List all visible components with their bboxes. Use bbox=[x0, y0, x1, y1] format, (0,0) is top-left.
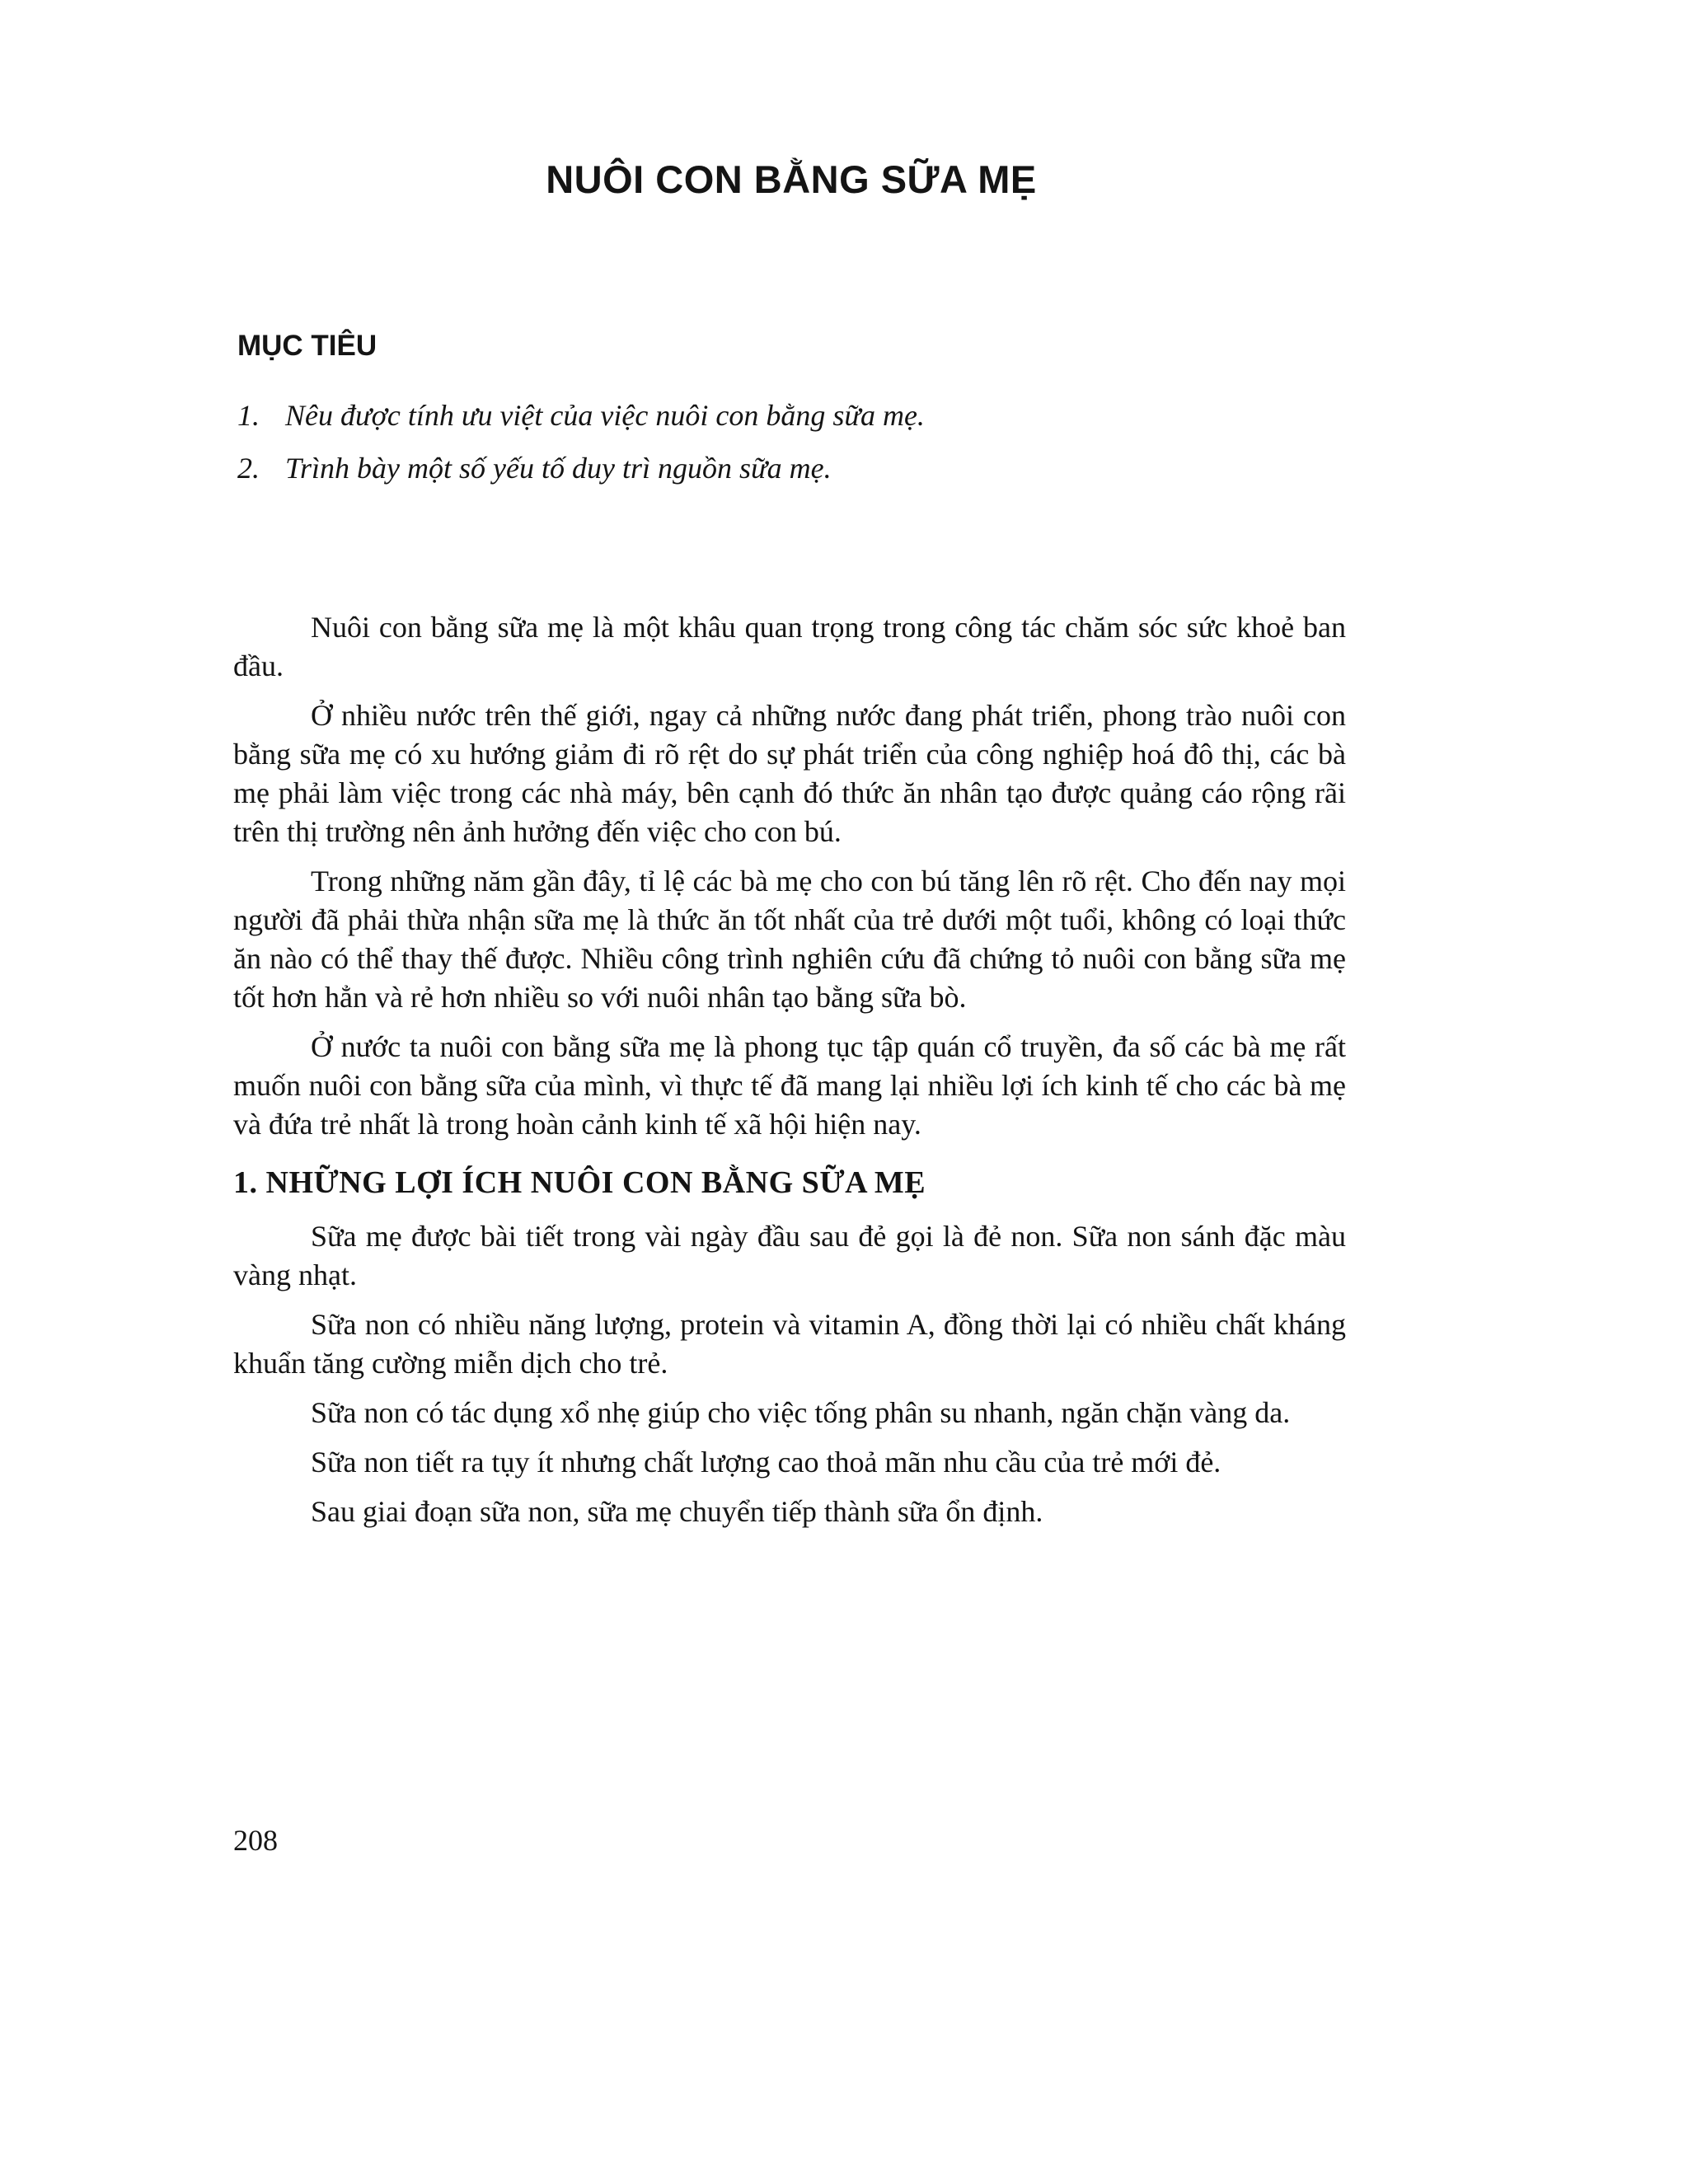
section-paragraph: Sữa mẹ được bài tiết trong vài ngày đầu sau đẻ gọi là đẻ non. Sữa non sánh đặc màu vàng nhạt. bbox=[233, 1220, 1346, 1291]
section-number: 1. bbox=[233, 1165, 258, 1200]
objective-item bbox=[237, 442, 1391, 494]
section-paragraph: Sữa non có nhiều năng lượng, protein và vitamin A, đồng thời lại có nhiều chất kháng khuẩn tăng cường miễn dịch cho trẻ. bbox=[233, 1308, 1346, 1380]
section-paragraph: Sau giai đoạn sữa non, sữa mẹ chuyển tiếp thành sữa ổn định. bbox=[311, 1495, 1043, 1528]
section-paragraph: Sữa non tiết ra tụy ít nhưng chất lượng cao thoả mãn nhu cầu của trẻ mới đẻ. bbox=[311, 1446, 1221, 1479]
page-title: NUÔI CON BẰNG SỮA MẸ bbox=[546, 157, 1037, 201]
objectives-list bbox=[237, 389, 1391, 494]
section-paragraph: Sữa non có tác dụng xổ nhẹ giúp cho việc tống phân su nhanh, ngăn chặn vàng da. bbox=[311, 1396, 1291, 1429]
page-number: 208 bbox=[233, 1824, 278, 1857]
intro-paragraph: Trong những năm gần đây, tỉ lệ các bà mẹ cho con bú tăng lên rõ rệt. Cho đến nay mọi người đã phải thừa nhận sữa mẹ là thức ăn tốt nhất của trẻ dưới một tuổi, không có loại thức ăn nào có thể thay thế được. Nhiều công trình nghiên cứu đã chứng tỏ nuôi con bằng sữa mẹ tốt hơn hẳn và rẻ hơn nhiều so với nuôi nhân tạo bằng sữa bò. bbox=[233, 865, 1346, 1014]
body-text bbox=[233, 608, 1346, 1542]
section-heading bbox=[233, 1164, 1346, 1202]
objective-item bbox=[237, 389, 1391, 442]
intro-paragraph: Ở nhiều nước trên thế giới, ngay cả những nước đang phát triển, phong trào nuôi con bằng sữa mẹ có xu hướng giảm đi rõ rệt do sự phát triển của công nghiệp hoá đô thị, các bà mẹ phải làm việc trong các nhà máy, bên cạnh đó thức ăn nhân tạo được quảng cáo rộng rãi trên thị trường nên ảnh hưởng đến việc cho con bú. bbox=[233, 699, 1346, 848]
objectives-heading: MỤC TIÊU bbox=[237, 330, 377, 362]
section-title: NHỮNG LỢI ÍCH NUÔI CON BẰNG SỮA MẸ bbox=[265, 1165, 926, 1200]
intro-paragraph: Ở nước ta nuôi con bằng sữa mẹ là phong tục tập quán cổ truyền, đa số các bà mẹ rất muốn nuôi con bằng sữa của mình, vì thực tế đã mang lại nhiều lợi ích kinh tế cho các bà mẹ và đứa trẻ nhất là trong hoàn cảnh kinh tế xã hội hiện nay. bbox=[233, 1030, 1346, 1141]
intro-paragraph: Nuôi con bằng sữa mẹ là một khâu quan trọng trong công tác chăm sóc sức khoẻ ban đầu. bbox=[233, 611, 1346, 682]
objective-text: Trình bày một số yếu tố duy trì nguồn sữa mẹ. bbox=[285, 452, 832, 485]
objective-number: 1. bbox=[237, 399, 260, 432]
objective-number: 2. bbox=[237, 452, 260, 485]
objective-text: Nêu được tính ưu việt của việc nuôi con bằng sữa mẹ. bbox=[285, 399, 925, 432]
